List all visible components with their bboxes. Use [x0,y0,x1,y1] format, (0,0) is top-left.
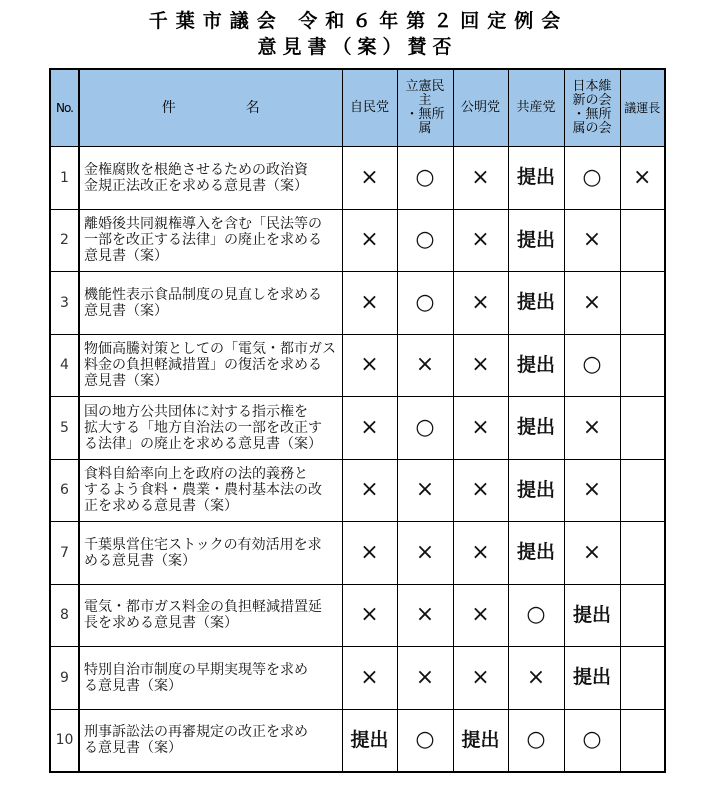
vote-ishin: × [564,522,620,585]
header-row [50,69,665,147]
vote-committee-chair [620,584,665,647]
vote-ishin: ○ [564,709,620,772]
table-row [50,334,665,397]
vote-committee-chair [620,272,665,335]
vote-cdp: × [397,522,453,585]
row-subject-cell [79,334,342,397]
vote-ishin: × [564,397,620,460]
row-subject: 物価高騰対策としての「電気・都市ガス 料金の負担軽減措置」の復活を求める 意見書（案） [84,341,336,390]
vote-ldp: × [342,272,397,335]
row-number: 8 [50,584,79,647]
vote-ishin: 提出 [564,647,620,710]
vote-komeito: × [453,397,508,460]
vote-ldp: × [342,584,397,647]
row-number: 1 [50,147,79,210]
table-row [50,147,665,210]
vote-komeito: × [453,647,508,710]
header-jcp: 共産党 [508,69,564,147]
row-number: 4 [50,334,79,397]
vote-committee-chair [620,709,665,772]
vote-cdp: × [397,584,453,647]
vote-committee-chair [620,459,665,522]
row-number: 3 [50,272,79,335]
vote-ldp: × [342,522,397,585]
row-number: 2 [50,209,79,272]
row-subject-cell [79,397,342,460]
vote-ishin: ○ [564,334,620,397]
row-subject-cell [79,709,342,772]
table-row [50,647,665,710]
vote-jcp: × [508,647,564,710]
table-row [50,709,665,772]
document-title [0,8,709,60]
row-subject: 電気・都市ガス料金の負担軽減措置延 長を求める意見書（案） [84,599,322,632]
vote-komeito: × [453,459,508,522]
vote-ishin: × [564,209,620,272]
vote-jcp: 提出 [508,397,564,460]
vote-ldp: × [342,209,397,272]
vote-ldp: × [342,397,397,460]
header-ishin: 日本維 新の会 ・無所 属の会 [564,69,620,147]
vote-cdp: × [397,459,453,522]
row-subject-cell [79,209,342,272]
vote-jcp: 提出 [508,334,564,397]
vote-komeito: × [453,209,508,272]
row-subject: 千葉県営住宅ストックの有効活用を求 める意見書（案） [84,536,322,569]
vote-cdp: ○ [397,272,453,335]
vote-cdp: ○ [397,709,453,772]
row-number: 10 [50,709,79,772]
table-row [50,397,665,460]
vote-ldp: × [342,647,397,710]
row-number: 9 [50,647,79,710]
vote-jcp: 提出 [508,272,564,335]
vote-jcp: 提出 [508,147,564,210]
row-subject: 金権腐敗を根絶させるための政治資 金規正法改正を求める意見書（案） [84,161,308,194]
table-row [50,459,665,522]
vote-cdp: ○ [397,397,453,460]
vote-ishin: × [564,459,620,522]
vote-jcp: 提出 [508,209,564,272]
vote-komeito: × [453,584,508,647]
vote-cdp: × [397,334,453,397]
row-subject: 機能性表示食品制度の見直しを求める 意見書（案） [84,286,322,319]
vote-committee-chair [620,647,665,710]
title-line-2: 意見書（案）賛否 [257,36,458,58]
row-subject-cell [79,459,342,522]
vote-committee-chair [620,522,665,585]
table-row [50,272,665,335]
vote-ldp: 提出 [342,709,397,772]
vote-komeito: × [453,147,508,210]
vote-komeito: × [453,334,508,397]
header-committee-chair: 議運長 [620,69,665,147]
header-subject: 件 名 [79,69,342,147]
vote-committee-chair [620,334,665,397]
vote-komeito: × [453,272,508,335]
header-komeito: 公明党 [453,69,508,147]
vote-ldp: × [342,334,397,397]
row-subject-cell [79,647,342,710]
vote-cdp: ○ [397,147,453,210]
row-subject: 食料自給率向上を政府の法的義務と するよう食料・農業・農村基本法の改 正を求める意見書（案） [84,466,322,515]
vote-komeito: × [453,522,508,585]
row-subject-cell [79,147,342,210]
row-subject-cell [79,272,342,335]
vote-ishin: ○ [564,147,620,210]
header-ldp: 自民党 [342,69,397,147]
vote-jcp: 提出 [508,522,564,585]
header-no: No. [50,69,79,147]
vote-ishin: × [564,272,620,335]
header-cdp: 立憲民 主 ・無所 属 [397,69,453,147]
vote-committee-chair [620,397,665,460]
table-row [50,522,665,585]
vote-cdp: × [397,647,453,710]
vote-table [49,68,666,773]
row-subject: 国の地方公共団体に対する指示権を 拡大する「地方自治法の一部を改正す る法律」の廃止を求める意見書（案） [84,403,322,452]
vote-jcp: ○ [508,709,564,772]
table-row [50,209,665,272]
vote-ldp: × [342,147,397,210]
vote-cdp: ○ [397,209,453,272]
row-number: 6 [50,459,79,522]
vote-committee-chair: × [620,147,665,210]
vote-jcp: ○ [508,584,564,647]
row-subject-cell [79,584,342,647]
row-number: 5 [50,397,79,460]
vote-ldp: × [342,459,397,522]
row-subject: 離婚後共同親権導入を含む「民法等の 一部を改正する法律」の廃止を求める 意見書（案） [84,216,322,265]
row-subject-cell [79,522,342,585]
row-subject: 特別自治市制度の早期実現等を求め る意見書（案） [84,661,308,694]
table-row [50,584,665,647]
vote-committee-chair [620,209,665,272]
vote-ishin: 提出 [564,584,620,647]
vote-komeito: 提出 [453,709,508,772]
title-line-1: 千葉市議会 令和６年第２回定例会 [148,10,569,32]
vote-jcp: 提出 [508,459,564,522]
row-number: 7 [50,522,79,585]
row-subject: 刑事訴訟法の再審規定の改正を求め る意見書（案） [84,724,308,757]
